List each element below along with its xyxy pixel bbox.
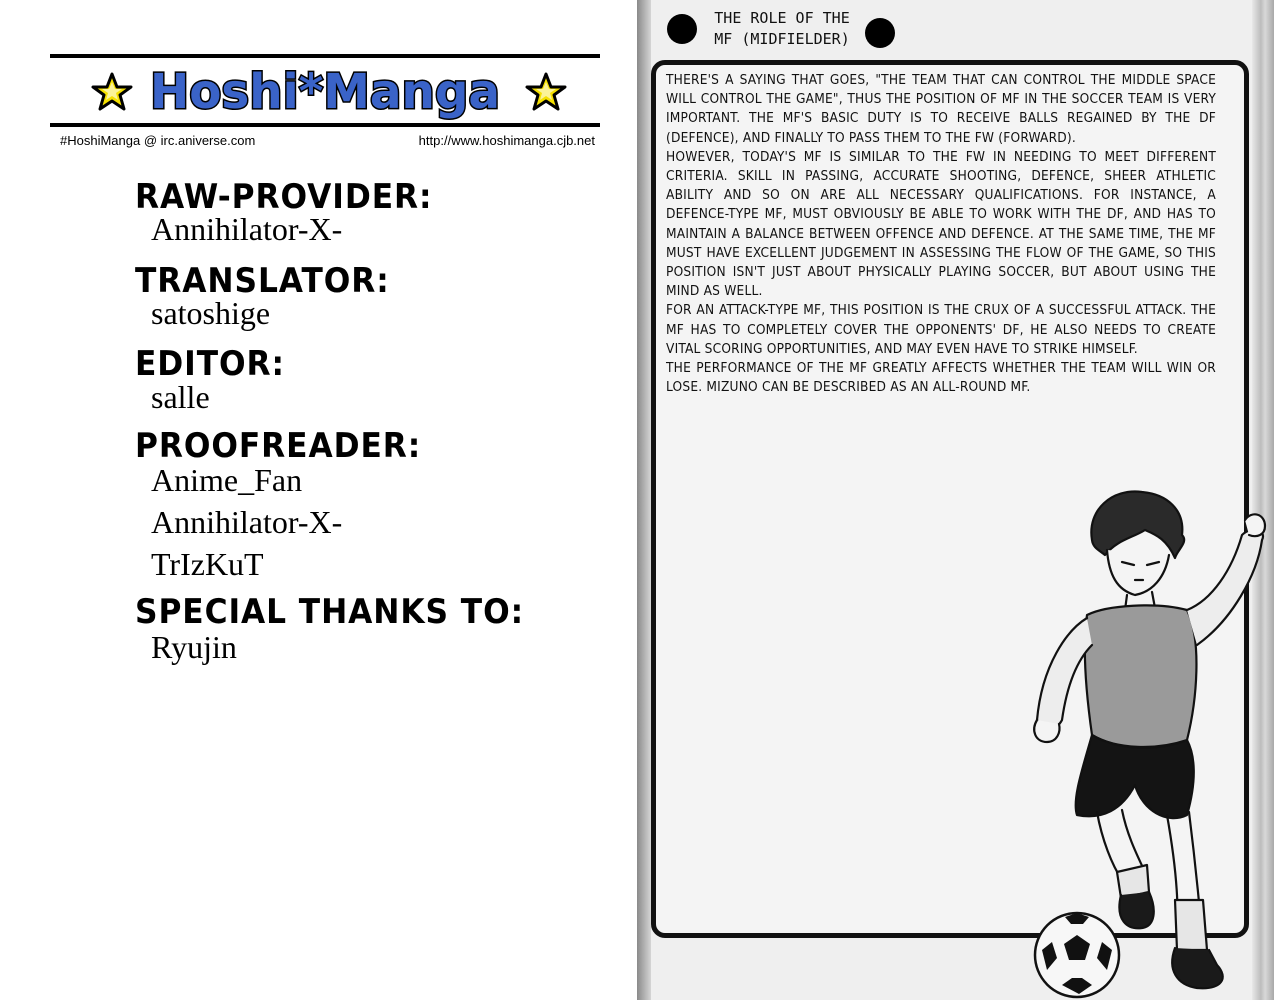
article-paragraph: HOWEVER, TODAY'S MF IS SIMILAR TO THE FW IN NEEDING TO MEET DIFFERENT CRITERIA. SKILL IN PASSING, ACCURATE SHOOTING, DEFENCE, SHEER ATHLETIC ABILITY AND SO ON ARE ALL NECESSARY QUALIFICATIONS. FOR INSTANCE, A DEFENCE-TYPE MF, MUST OBVIOUSLY BE ABLE TO WORK WITH THE DF, AND HAS TO MAINTAIN A BALANCE BETWEEN OFFENCE AND DEFENCE. AT THE SAME TIME, THE MF MUST HAVE EXCELLENT JUDGEMENT IN ASSESSING THE FLOW OF THE GAME, SO THIS POSITION ISN'T JUST ABOUT PHYSICALLY PLAYING SOCCER, BUT ABOUT USING THE MIND AS WELL. (666, 148, 1216, 300)
name-proofreader-3: TrIzKuT (151, 546, 264, 582)
logo-text: Hoshi*Manga (150, 64, 500, 120)
role-translator: TRANSLATOR: (135, 261, 390, 301)
name-proofreader-1: Anime_Fan (151, 462, 303, 498)
irc-channel: #HoshiManga @ irc.aniverse.com (60, 133, 256, 148)
star-icon (93, 74, 131, 109)
star-icon (527, 74, 565, 109)
heading-bullet (865, 18, 895, 48)
soccer-player-illustration (1017, 480, 1267, 1000)
top-divider (50, 54, 600, 58)
hoshimanga-logo (50, 60, 600, 122)
page-spine-shadow (637, 0, 651, 1000)
article-paragraph: THERE'S A SAYING THAT GOES, "THE TEAM THAT CAN CONTROL THE MIDDLE SPACE WILL CONTROL THE GAME", THUS THE POSITION OF MF IN THE SOCCER TEAM IS VERY IMPORTANT. THE MF'S BASIC DUTY IS TO RECEIVE BALLS REGAINED BY THE DF (DEFENCE), AND FINALLY TO PASS THEM TO THE FW (FORWARD). (666, 72, 1216, 146)
article-heading (697, 8, 867, 50)
role-special-thanks: SPECIAL THANKS TO: (135, 592, 525, 632)
website-url: http://www.hoshimanga.cjb.net (418, 133, 595, 148)
soccer-ball-icon (1035, 913, 1119, 997)
heading-line-2: MF (MIDFIELDER) (714, 30, 850, 48)
role-proofreader: PROOFREADER: (135, 426, 422, 466)
article-body (666, 71, 1216, 397)
heading-bullet (667, 14, 697, 44)
name-raw-provider: Annihilator-X- (151, 211, 343, 247)
name-special-thanks: Ryujin (151, 629, 237, 665)
name-translator: satoshige (151, 295, 271, 331)
name-editor: salle (151, 379, 210, 415)
article-paragraph: THE PERFORMANCE OF THE MF GREATLY AFFECTS WHETHER THE TEAM WILL WIN OR LOSE. MIZUNO CAN BE DESCRIBED AS AN ALL-ROUND MF. (666, 360, 1216, 396)
name-proofreader-2: Annihilator-X- (151, 504, 343, 540)
role-editor: EDITOR: (135, 344, 285, 384)
manga-page (637, 0, 1274, 1000)
article-paragraph: FOR AN ATTACK-TYPE MF, THIS POSITION IS THE CRUX OF A SUCCESSFUL ATTACK. THE MF HAS TO COMPLETELY COVER THE OPPONENTS' DF, HE ALSO NEEDS TO CREATE VITAL SCORING OPPORTUNITIES, AND MAY EVEN HAVE TO STRIKE HIMSELF. (666, 302, 1216, 357)
role-raw-provider: RAW-PROVIDER: (135, 177, 433, 217)
bottom-divider (50, 123, 600, 127)
heading-line-1: THE ROLE OF THE (714, 9, 850, 27)
